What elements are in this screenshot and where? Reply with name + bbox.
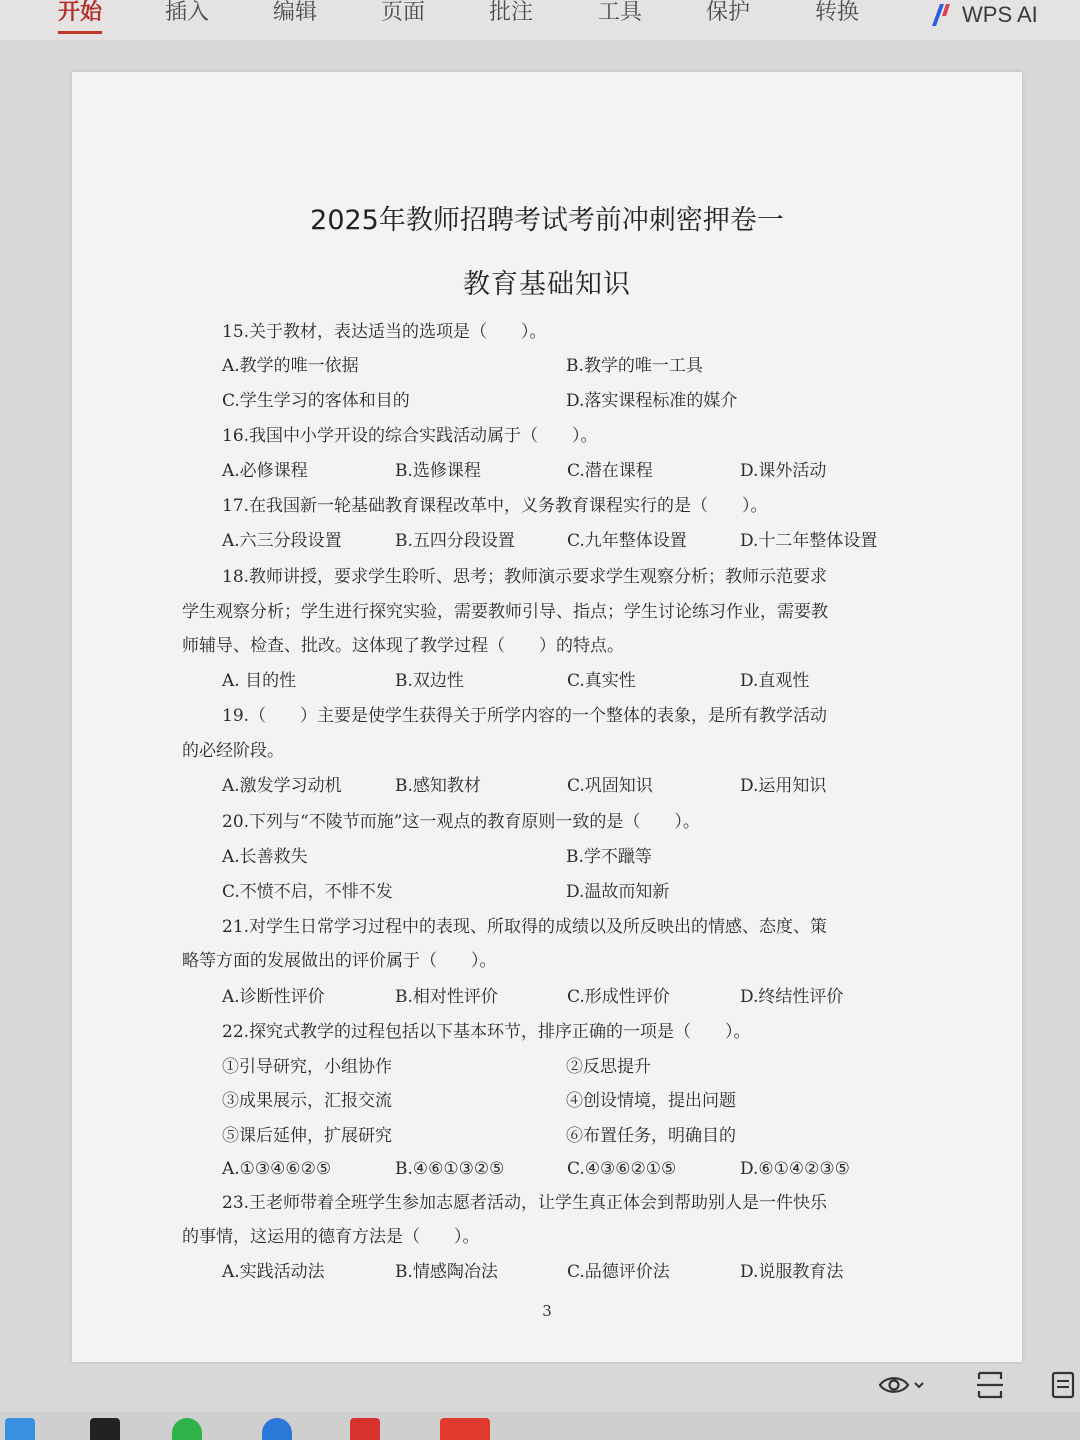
q22-option-d: D.⑥①④②③⑤: [740, 1159, 850, 1179]
q22-option-a: A.①③④⑥②⑤: [222, 1159, 332, 1179]
question-23-line-1: 23.王老师带着全班学生参加志愿者活动，让学生真正体会到帮助别人是一件快乐: [222, 1193, 828, 1213]
tab-start[interactable]: 开始: [58, 0, 102, 34]
q19-option-a: A.激发学习动机: [222, 776, 342, 796]
q20-option-d: D.温故而知新: [566, 882, 670, 902]
tab-annotate[interactable]: 批注: [489, 0, 534, 25]
q21-option-c: C.形成性评价: [567, 987, 670, 1007]
q22-step-2: ②反思提升: [566, 1057, 651, 1077]
q21-option-b: B.相对性评价: [395, 987, 498, 1007]
q18-option-c: C.真实性: [567, 671, 636, 691]
question-21-line-2: 略等方面的发展做出的评价属于（ ）。: [182, 951, 497, 971]
q20-option-a: A.长善救失: [222, 847, 308, 867]
q23-option-c: C.品德评价法: [567, 1262, 670, 1282]
app-blue-icon[interactable]: [5, 1418, 35, 1440]
taskbar: [0, 1412, 1080, 1440]
q16-option-d: D.课外活动: [740, 461, 827, 481]
tab-convert[interactable]: 转换: [815, 0, 860, 25]
q20-option-c: C.不愤不启，不悱不发: [222, 882, 393, 902]
document-subtitle: 教育基础知识: [463, 269, 631, 300]
question-17: 17.在我国新一轮基础教育课程改革中，义务教育课程实行的是（ ）。: [222, 496, 768, 516]
q19-option-b: B.感知教材: [395, 776, 481, 796]
q17-option-a: A.六三分段设置: [222, 531, 342, 551]
question-23-line-2: 的事情，这运用的德育方法是（ ）。: [182, 1227, 480, 1247]
question-19-line-2: 的必经阶段。: [182, 741, 284, 761]
q22-step-3: ③成果展示，汇报交流: [222, 1091, 392, 1111]
chevron-down-icon: [915, 1383, 923, 1387]
question-18-line-2: 学生观察分析；学生进行探究实验，需要教师引导、指点；学生讨论练习作业，需要教: [182, 602, 828, 622]
q23-option-b: B.情感陶冶法: [395, 1262, 498, 1282]
q16-option-a: A.必修课程: [222, 461, 308, 481]
q15-option-b: B.教学的唯一工具: [566, 356, 703, 376]
tab-page[interactable]: 页面: [381, 0, 426, 25]
q19-option-d: D.运用知识: [740, 776, 827, 796]
q22-option-c: C.④③⑥②①⑤: [567, 1159, 677, 1179]
netease-music-icon[interactable]: [350, 1418, 380, 1440]
q22-step-5: ⑤课后延伸，扩展研究: [222, 1126, 392, 1146]
tab-tools[interactable]: 工具: [598, 0, 643, 25]
q18-option-a: A. 目的性: [222, 671, 297, 691]
q22-option-b: B.④⑥①③②⑤: [395, 1159, 505, 1179]
q18-option-d: D.直观性: [740, 671, 810, 691]
q19-option-c: C.巩固知识: [567, 776, 653, 796]
page-number: 3: [542, 1302, 552, 1320]
tab-insert[interactable]: 插入: [165, 0, 210, 25]
browser-blue-icon[interactable]: [262, 1418, 292, 1440]
q21-option-d: D.终结性评价: [740, 987, 844, 1007]
q22-step-1: ①引导研究，小组协作: [222, 1057, 392, 1077]
question-19-line-1: 19.（ ）主要是使学生获得关于所学内容的一个整体的表象，是所有教学活动: [222, 706, 828, 726]
q15-option-a: A.教学的唯一依据: [222, 356, 359, 376]
q20-option-b: B.学不躐等: [566, 847, 652, 867]
question-20: 20.下列与“不陵节而施”这一观点的教育原则一致的是（ ）。: [222, 812, 700, 832]
eye-icon[interactable]: [878, 1372, 928, 1398]
wps-icon[interactable]: [440, 1418, 490, 1440]
question-15: 15.关于教材，表达适当的选项是（ ）。: [222, 322, 547, 342]
q16-option-b: B.选修课程: [395, 461, 481, 481]
ribbon-tabs: [0, 0, 1080, 40]
q23-option-d: D.说服教育法: [740, 1262, 844, 1282]
tab-protect[interactable]: 保护: [706, 0, 751, 25]
wechat-icon[interactable]: [172, 1418, 202, 1440]
q18-option-b: B.双边性: [395, 671, 464, 691]
q23-option-a: A.实践活动法: [222, 1262, 325, 1282]
fit-page-icon[interactable]: [976, 1370, 1004, 1400]
question-18-line-3: 师辅导、检查、批改。这体现了教学过程（ ）的特点。: [182, 636, 624, 656]
q17-option-d: D.十二年整体设置: [740, 531, 878, 551]
q17-option-c: C.九年整体设置: [567, 531, 687, 551]
q21-option-a: A.诊断性评价: [222, 987, 325, 1007]
wps-ai-logo-icon: [928, 2, 956, 28]
tab-edit[interactable]: 编辑: [273, 0, 318, 25]
q16-option-c: C.潜在课程: [567, 461, 653, 481]
q22-step-6: ⑥布置任务，明确目的: [566, 1126, 736, 1146]
q17-option-b: B.五四分段设置: [395, 531, 515, 551]
question-18-line-1: 18.教师讲授，要求学生聆听、思考；教师演示要求学生观察分析；教师示范要求: [222, 567, 828, 587]
document-title: 2025年教师招聘考试考前冲刺密押卷一: [310, 205, 784, 236]
q15-option-d: D.落实课程标准的媒介: [566, 391, 738, 411]
question-16: 16.我国中小学开设的综合实践活动属于（ ）。: [222, 426, 598, 446]
wps-ai-label: WPS AI: [962, 2, 1038, 27]
q15-option-c: C.学生学习的客体和目的: [222, 391, 410, 411]
tiktok-icon[interactable]: [90, 1418, 120, 1440]
wps-ai-button[interactable]: [928, 0, 1038, 30]
q22-step-4: ④创设情境，提出问题: [566, 1091, 736, 1111]
question-22: 22.探究式教学的过程包括以下基本环节，排序正确的一项是（ ）。: [222, 1022, 751, 1042]
question-21-line-1: 21.对学生日常学习过程中的表现、所取得的成绩以及所反映出的情感、态度、策: [222, 917, 828, 937]
notes-icon[interactable]: [1050, 1370, 1076, 1400]
document-page[interactable]: [72, 72, 1022, 1362]
